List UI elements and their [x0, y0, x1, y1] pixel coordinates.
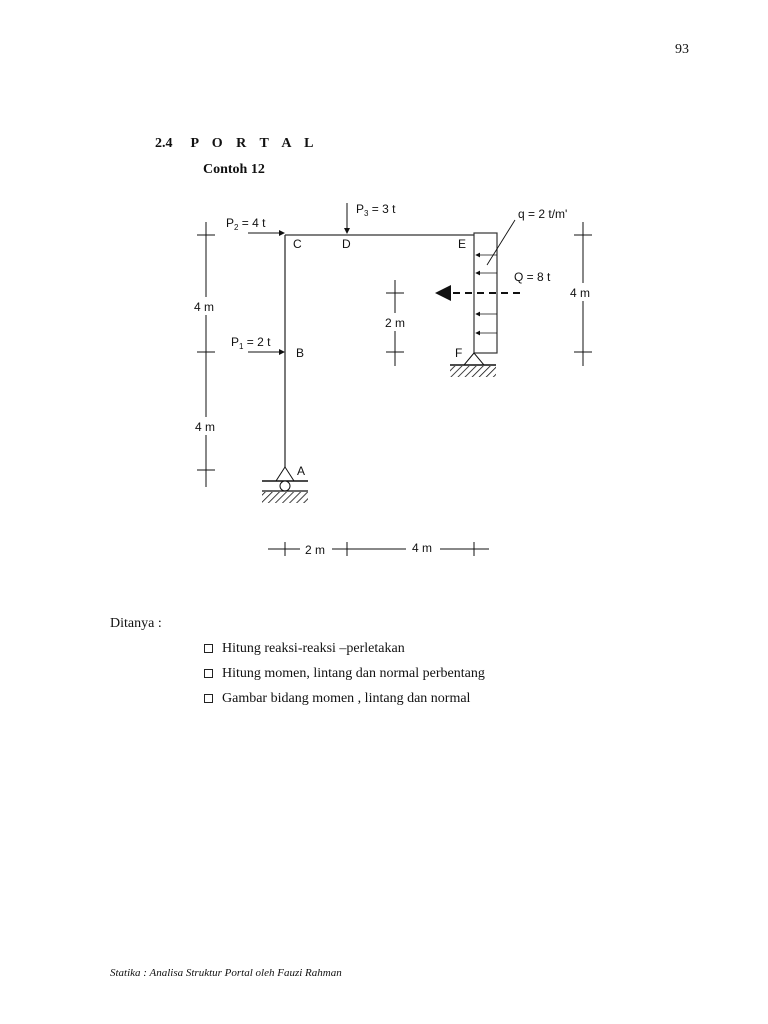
- node-f-label: F: [455, 346, 463, 360]
- dim-left-lower-label: 4 m: [195, 420, 216, 434]
- node-e-label: E: [458, 237, 467, 251]
- dim-right-label: 4 m: [570, 286, 591, 300]
- node-c-label: C: [293, 237, 302, 251]
- task-text: Hitung momen, lintang dan normal perbentang: [222, 666, 485, 681]
- task-text: Hitung reaksi-reaksi –perletakan: [222, 641, 405, 656]
- node-d-label: D: [342, 237, 351, 251]
- p2-label: $P_2 = 4$ t: [226, 216, 266, 232]
- task-text: Gambar bidang momen , lintang dan normal: [222, 691, 471, 706]
- example-title: Contoh 12: [203, 162, 265, 177]
- dim-bottom-right-label: 4 m: [412, 541, 433, 555]
- list-item: [204, 690, 485, 715]
- checkbox-icon: [204, 644, 213, 653]
- page-footer: Statika : Analisa Struktur Portal oleh Fauzi Rahman: [110, 967, 342, 979]
- list-item: [204, 665, 485, 690]
- p3-label: $P_3 = 3$ t: [356, 202, 396, 218]
- dimension-left: [190, 222, 222, 487]
- p1-label: $P_1 = 2$ t: [231, 335, 271, 351]
- dim-bottom-left-label: 2 m: [305, 543, 326, 557]
- q-distributed-label: q = 2 t/m': [518, 207, 568, 221]
- question-label: Ditanya :: [110, 616, 162, 631]
- list-item: [204, 640, 485, 665]
- dim-left-upper-label: 4 m: [194, 300, 215, 314]
- q-leader-line: [487, 220, 515, 265]
- section-number: 2.4: [155, 136, 173, 151]
- dim-middle-label: 2 m: [385, 316, 406, 330]
- page-number: 93: [675, 42, 689, 57]
- node-b-label: B: [296, 346, 305, 360]
- dimension-bottom: [268, 540, 489, 558]
- checkbox-icon: [204, 669, 213, 678]
- checkbox-icon: [204, 694, 213, 703]
- node-a-label: A: [297, 464, 306, 478]
- q-resultant-label: Q = 8 t: [514, 270, 551, 284]
- task-list: [204, 640, 485, 715]
- section-title: P O R T A L: [190, 136, 319, 151]
